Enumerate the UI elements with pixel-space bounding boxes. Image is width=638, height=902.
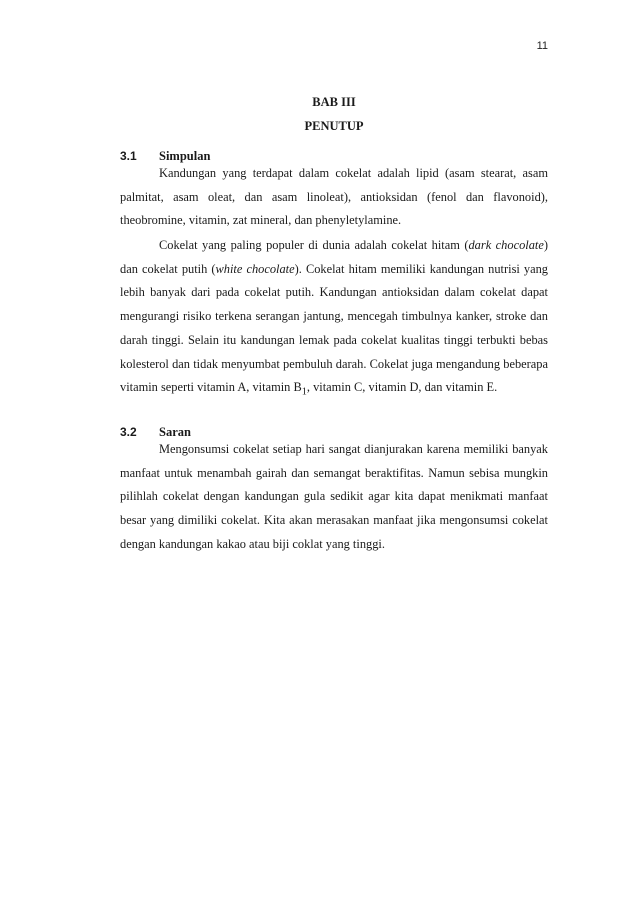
- paragraph-simpulan-1: Kandungan yang terdapat dalam cokelat adalah lipid (asam stearat, asam palmitat, asam oleat, dan asam linoleat), antioksidan (fenol dan flavonoid), theobromine, vitamin, zat mineral, dan phenyletylamine.: [120, 166, 548, 228]
- paragraph-text-segment: Cokelat yang paling populer di dunia adalah cokelat hitam (: [159, 238, 469, 252]
- paragraph-saran-1: Mengonsumsi cokelat setiap hari sangat dianjurakan karena memiliki banyak manfaat untuk menambah gairah dan semangat beraktifitas. Namun sebisa mungkin pilihlah cokelat dengan kandungan gula sedikit agar kita dapat menikmati manfaat besar yang dimiliki cokelat. Kita akan merasakan manfaat jika mengonsumsi cokelat dengan kandungan kakao atau biji coklat yang tinggi.: [120, 442, 548, 551]
- section-title: Saran: [159, 425, 191, 439]
- italic-term-dark-chocolate: dark chocolate: [468, 238, 544, 252]
- section-number: 3.2: [120, 425, 137, 439]
- vitamin-b-subscript: 1: [301, 386, 307, 398]
- chapter-heading: [120, 90, 548, 138]
- paragraph-text-segment: , vitamin C, vitamin D, dan vitamin E.: [306, 380, 498, 395]
- section-title: Simpulan: [159, 149, 211, 163]
- section-number: 3.1: [120, 149, 137, 163]
- paragraph-text-segment: ). Cokelat hitam memiliki kandungan nutrisi yang lebih banyak dari pada cokelat putih. Kandungan antioksidan dalam cokelat dapat mengurangi risiko terkena serangan jantung, mencegah timbulnya kanker, stroke dan darah tinggi. Selain itu kandungan lemak pada cokelat kualitas tinggi terbukti bebas kolesterol dan tidak menyumbat pembuluh darah. Cokelat juga mengandung beberapa vitamin seperti vitamin A, vitamin B: [120, 261, 549, 395]
- paragraph-simpulan-2: [120, 234, 548, 404]
- chapter-label: BAB III: [312, 95, 356, 109]
- page-number: 11: [536, 40, 548, 52]
- italic-term-white-chocolate: white chocolate: [215, 261, 295, 276]
- chapter-title: PENUTUP: [304, 119, 364, 133]
- paragraph-text-segment: ) dan cokelat putih (: [120, 238, 548, 276]
